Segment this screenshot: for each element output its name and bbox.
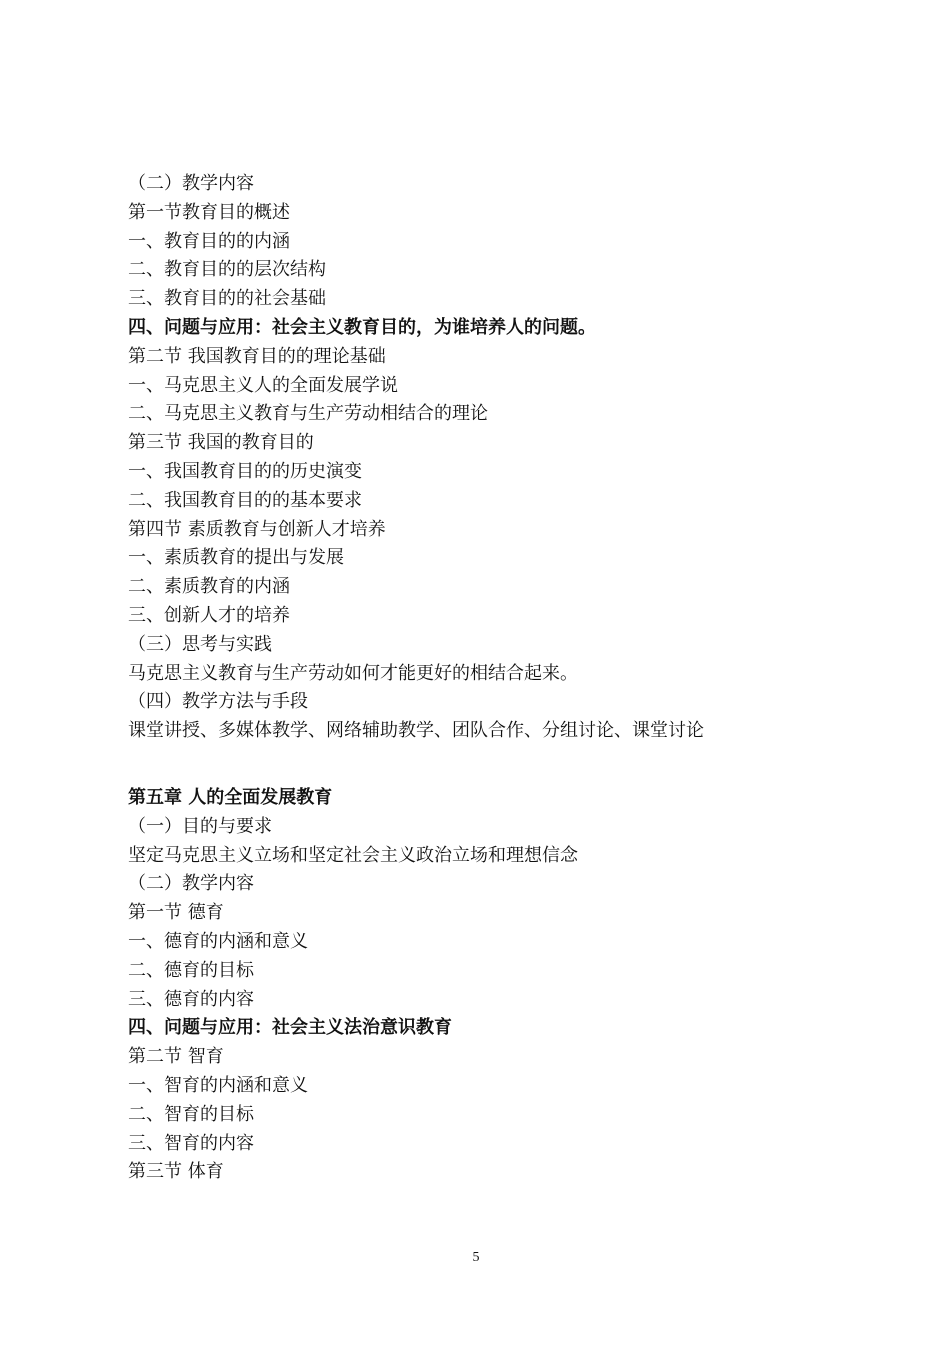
list-item: 三、智育的内容 [128,1132,254,1154]
bold-question-application: 四、问题与应用：社会主义法治意识教育 [128,1017,452,1039]
list-item: 二、教育目的的层次结构 [128,259,326,281]
list-item: 二、德育的目标 [128,959,254,981]
list-item: 二、我国教育目的的基本要求 [128,489,362,511]
list-item: 二、马克思主义教育与生产劳动相结合的理论 [128,403,488,425]
list-item: 一、我国教育目的的历史演变 [128,460,362,482]
list-item: 二、素质教育的内涵 [128,576,290,598]
subheading-teaching-content: （二）教学内容 [128,873,254,895]
list-item: 三、教育目的的社会基础 [128,288,326,310]
page-number: 5 [472,1250,480,1265]
subheading-methods: （四）教学方法与手段 [128,691,308,713]
list-item: 二、智育的目标 [128,1103,254,1125]
list-item: 三、德育的内容 [128,988,254,1010]
list-item: 一、德育的内涵和意义 [128,930,308,952]
list-item: 一、智育的内涵和意义 [128,1074,308,1096]
paragraph-gap [128,746,848,784]
section-heading: 第二节 我国教育目的的理论基础 [128,345,386,367]
subheading-thinking-practice: （三）思考与实践 [128,633,272,655]
bold-question-application: 四、问题与应用：社会主义教育目的，为谁培养人的问题。 [128,316,596,338]
section-heading: 第一节教育目的概述 [128,201,290,223]
subheading-goals: （一）目的与要求 [128,815,272,837]
chapter-title: 第五章 人的全面发展教育 [128,786,333,808]
section-heading: 第三节 体育 [128,1161,224,1183]
list-item: 一、马克思主义人的全面发展学说 [128,374,398,396]
section-heading: 第四节 素质教育与创新人才培养 [128,518,386,540]
paragraph: 马克思主义教育与生产劳动如何才能更好的相结合起来。 [128,662,578,684]
list-item: 一、教育目的的内涵 [128,230,290,252]
paragraph: 课堂讲授、多媒体教学、网络辅助教学、团队合作、分组讨论、课堂讨论 [128,720,704,742]
section-heading: 第一节 德育 [128,902,224,924]
subheading-teaching-content: （二）教学内容 [128,173,254,194]
section-heading: 第三节 我国的教育目的 [128,432,314,454]
list-item: 三、创新人才的培养 [128,604,290,626]
list-item: 一、素质教育的提出与发展 [128,547,344,569]
page-content [128,170,848,1187]
section-heading: 第二节 智育 [128,1046,224,1068]
paragraph: 坚定马克思主义立场和坚定社会主义政治立场和理想信念 [128,844,578,866]
